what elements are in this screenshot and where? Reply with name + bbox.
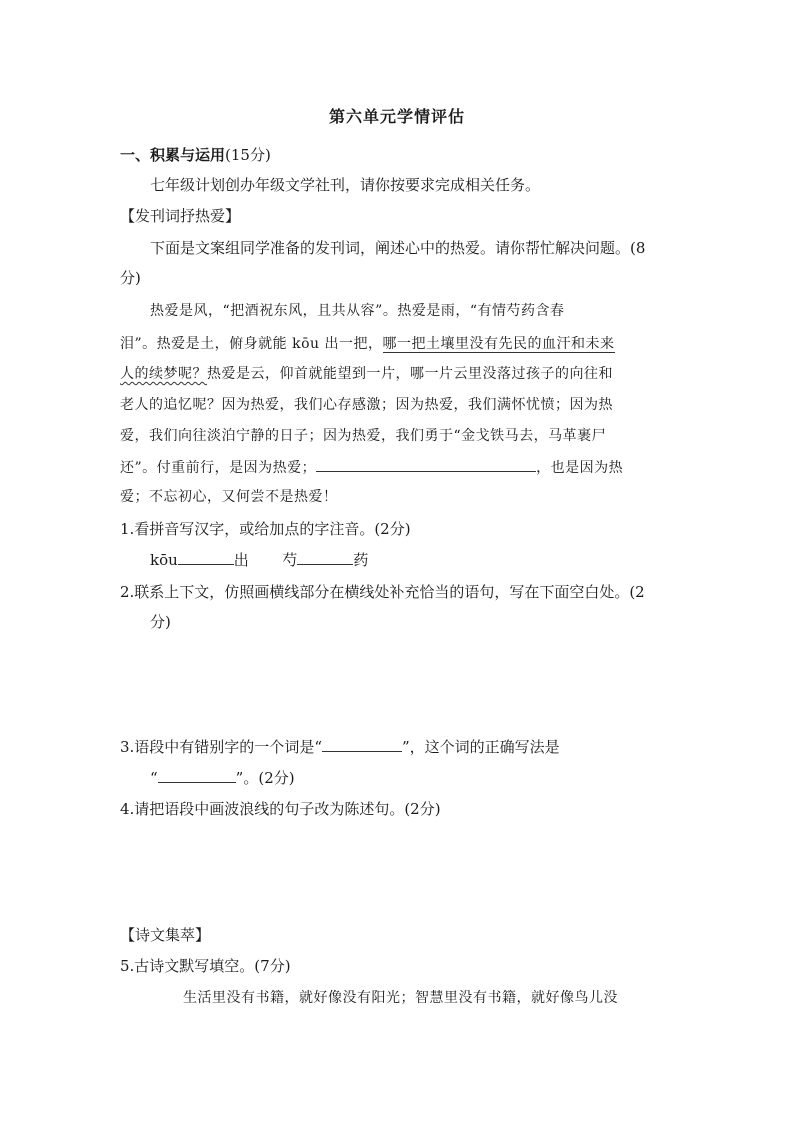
passage-line-6 <box>120 457 623 478</box>
question-3-text-cont: ”，这个词的正确写法是 <box>401 738 560 756</box>
answer-blank-kou[interactable] <box>178 550 234 565</box>
passage-line-5: 爱，我们向往淡泊宁静的日子；因为热爱，我们勇于“金戈铁马去，马革裹尸 <box>120 428 607 444</box>
passage-line-3-text: 热爱是云，仰首就能望到一片，哪一片云里没落过孩子的向往和 <box>207 366 613 382</box>
question-1: 1.看拼音写汉字，或给加点的字注音。(2分) <box>120 520 411 538</box>
section-heading-text: 一、积累与运用 <box>120 146 226 164</box>
question-2-line1: 2.联系上下文，仿照画横线部分在横线处补充恰当的语句，写在下面空白处。(2 <box>120 583 645 601</box>
section-heading <box>120 145 271 165</box>
question-3-line2 <box>150 768 295 788</box>
page-title: 第六单元学情评估 <box>328 107 465 126</box>
char-chu: 出 <box>233 551 249 569</box>
wavy-underlined-sentence: 人的续梦呢？ <box>120 366 207 382</box>
question-2-line2: 分) <box>150 613 171 631</box>
section-score: (15分) <box>225 146 271 164</box>
poetry-passage-line: 生活里没有书籍，就好像没有阳光；智慧里没有书籍，就好像鸟儿没 <box>183 990 618 1006</box>
task-instruction-line2: 分) <box>120 269 141 287</box>
section-intro: 七年级计划创办年级文学社刊，请你按要求完成相关任务。 <box>150 176 541 194</box>
passage-line-7: 爱；不忘初心，又何尝不是热爱！ <box>120 489 338 505</box>
task-instruction-line1: 下面是文案组同学准备的发刊词，阐述心中的热爱。请你帮忙解决问题。(8 <box>150 239 646 257</box>
passage-fill-blank[interactable] <box>316 457 536 472</box>
question-5: 5.古诗文默写填空。(7分) <box>120 957 291 975</box>
subheading-poetry: 【诗文集萃】 <box>120 926 211 944</box>
question-3-text: 3.语段中有错别字的一个词是“ <box>120 738 322 756</box>
passage-line-4: 老人的追忆呢？因为热爱，我们心存感激；因为热爱，我们满怀忧愤；因为热 <box>120 397 613 413</box>
answer-blank-shao[interactable] <box>297 550 353 565</box>
passage-line-6-end: ，也是因为热 <box>536 460 624 476</box>
char-yao: 药 <box>353 551 369 569</box>
subheading-fakanci: 【发刊词抒热爱】 <box>120 207 241 225</box>
question-3-score: ”。(2分) <box>235 769 295 787</box>
question-3-line1 <box>120 737 560 757</box>
question-1-items <box>150 550 368 570</box>
passage-line-6-text: 还”。付重前行，是因为热爱； <box>120 460 317 476</box>
passage-line-3 <box>120 364 613 384</box>
question-4: 4.请把语段中画波浪线的句子改为陈述句。(2分) <box>120 800 441 818</box>
passage-line-2 <box>120 334 615 354</box>
passage-line-1: 热爱是风，“把酒祝东风，且共从容”。热爱是雨，“有情芍药含春 <box>150 303 565 319</box>
answer-blank-wrong-word[interactable] <box>322 737 402 752</box>
char-shao: 芍 <box>282 551 298 569</box>
answer-blank-correct-word[interactable] <box>158 768 236 783</box>
underlined-sentence: 哪一把土壤里没有先民的血汗和未来 <box>382 336 615 352</box>
question-3-quote-open: “ <box>150 769 158 787</box>
passage-line-2-text: 泪”。热爱是土，俯身就能 kōu 出一把， <box>120 336 383 352</box>
pinyin-kou: kōu <box>150 551 178 569</box>
